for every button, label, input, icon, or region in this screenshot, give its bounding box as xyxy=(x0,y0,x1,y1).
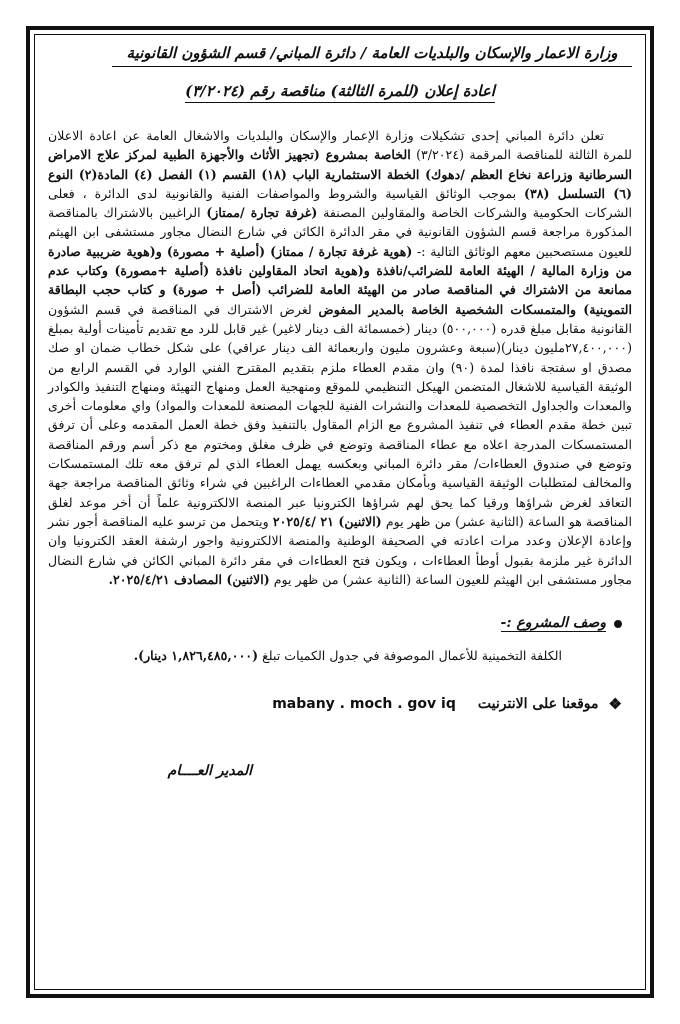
announcement-title: اعادة إعلان (للمرة الثالثة) مناقصة رقم (٣/٢٠٢٤) xyxy=(185,82,495,103)
website-line xyxy=(48,695,632,713)
project-details: الخاصة بمشروع (تجهيز الأثاث والأجهزة الطبية لمركز علاج الامراض السرطانية وزراعة نخاع العظم /دهوك) الخطة الاستثمارية الباب (١٨) القسم (١) الفصل (٤) المادة(٢) النوع (٦) التسلسل (٣٨) xyxy=(48,147,632,201)
document-content xyxy=(48,44,632,779)
diamond-bullet-icon: ❖ xyxy=(608,695,622,714)
bullet-dot-icon xyxy=(614,620,622,628)
project-description xyxy=(48,615,632,632)
body-text-3: الراغبين بالاشتراك بالمناقصة المذكورة مراجعة قسم الشؤون القانونية في مقر الدائرة الكائن في شارع النضال مجاور مستشفى ابن الهيثم للعيون مستصحبين معهم الوثائق التالية :- xyxy=(48,205,632,259)
body-text-5: ويتحمل من ترسو عليه المناقصة أجور نشر وإعادة الإعلان وعدد مرات اعادته في الصحيفة الوطنية والمنصة الالكترونية واجور ارشفة العقد الكترونيا وان الدائرة غير ملزمة بقبول أوطأ العطاءات ، ويكون فتح العطاءات في مقر دائرة المباني الكائن في شارع النضال مجاور مستشفى ابن الهيثم للعيون الساعة (الثانية عشر) من ظهر يوم xyxy=(48,513,632,587)
estimated-cost xyxy=(48,648,632,663)
website-url[interactable]: mabany . moch . gov iq xyxy=(272,696,456,713)
required-documents: (هوية غرفة تجارة / ممتاز) (أصلية + مصورة) و(هوية ضريبية صادرة من وزارة المالية / الهيئة العامة للضرائب/نافذة و(هوية اتحاد المقاولين نافذة (أصلية +مصورة) وكتاب عدم ممانعة من الاشتراك في المناقصة صادر من الهيئة العامة للضرائب (أصل + صورة) و كتاب حجب البطاقة التموينية) والمتمسكات الشخصية الخاصة بالمدير المفوض xyxy=(48,243,632,317)
classification: (غرفة تجارة /ممتاز) xyxy=(206,205,318,221)
website-label: موقعنا على الانترنيت xyxy=(477,696,599,713)
opening-date: (الاثنين) المصادف ٢٠٢٥/٤/٢١. xyxy=(108,571,270,587)
signature-title: المدير العــــام xyxy=(167,763,252,780)
ministry-header: وزارة الاعمار والإسكان والبلديات العامة / دائرة المباني/ قسم الشؤون القانونية xyxy=(112,44,632,67)
body-text-4: لغرض الاشتراك في المناقصة في قسم الشؤون القانونية مقابل مبلغ قدره (٥٠٠,٠٠٠) دينار (خمسمائة الف دينار لاغير) غير قابل للرد مع تقديم تأمينات أولية بمبلغ (٢٧,٤٠٠,٠٠٠مليون دينار)(سبعة وعشرون مليون واربعمائة الف دينار عراقي) على شكل خطاب ضمان او صك مصدق او سفتجة نافذا لمدة (٩٠) وان مقدم العطاء ملزم بتقديم المقترح الفني الوارد في القسم الرابع من الوثيقة القياسية للاشغال المتضمن الهيكل التنظيمي للموقع ومنهجية العمل ومنهاج التهيئة ومنهاج التنفيذ والكوادر والمعدات والجداول التخصصية للمعدات والنشرات الفنية للجهات المصنعة للمعدات والمواد) واي معلومات أخرى تبين خطة مقدم العطاء في تنفيذ المشروع مع الزام المقاول بالتنفيذ وفق خطة العمل المقدمه وعلى أن ترفق المستمسكات المدرجة اعلاه مع عطاء المناقصة وتوضع في ظرف مغلق ومختوم مع ذكر أسم ورقم المناقصة وتوضع في صندوق العطاءات/ مقر دائرة المباني وبعكسه يهمل العطاء الذي لم ترفق معه تلك المستمسكات والمخالف لمتطلبات الوثيقة القياسية وبأمكان مقدمي العطاءات الراغبين في شراء وثائق المناقصة مراجعة جهة التعاقد لغرض شراؤها ورقيا كما يحق لهم شراؤها الكترونيا عبر المنصة الالكترونية علماً أن أخر موعد لغلق المناقصة هو الساعة (الثانية عشر) من ظهر يوم xyxy=(48,301,632,529)
cost-text: الكلفة التخمينية للأعمال الموصوفة في جدول الكميات تبلغ xyxy=(258,648,562,664)
body-text-1: تعلن دائرة المباني إحدى تشكيلات وزارة الإعمار والإسكان والبلديات والاشغال العامة عن اعادة الاعلان للمرة الثالثة للمناقصة المرقمة (٣/٢٠٢٤) xyxy=(48,128,633,163)
cost-value: (١,٨٢٦,٤٨٥,٠٠٠ دينار). xyxy=(133,648,259,664)
closing-date: (الاثنين) ٢١ /٢٠٢٥/٤ xyxy=(272,513,382,529)
announcement-body xyxy=(48,126,632,589)
description-label: وصف المشروع :- xyxy=(500,615,606,632)
body-text-2: بموجب الوثائق القياسية والشروط والمواصفات الفنية والقانونية لدى الدائرة ، فعلى الشركات الحكومية والشركات الخاصة والمقاولين المصنفة xyxy=(48,185,632,221)
announcement-title-wrap xyxy=(48,81,632,100)
